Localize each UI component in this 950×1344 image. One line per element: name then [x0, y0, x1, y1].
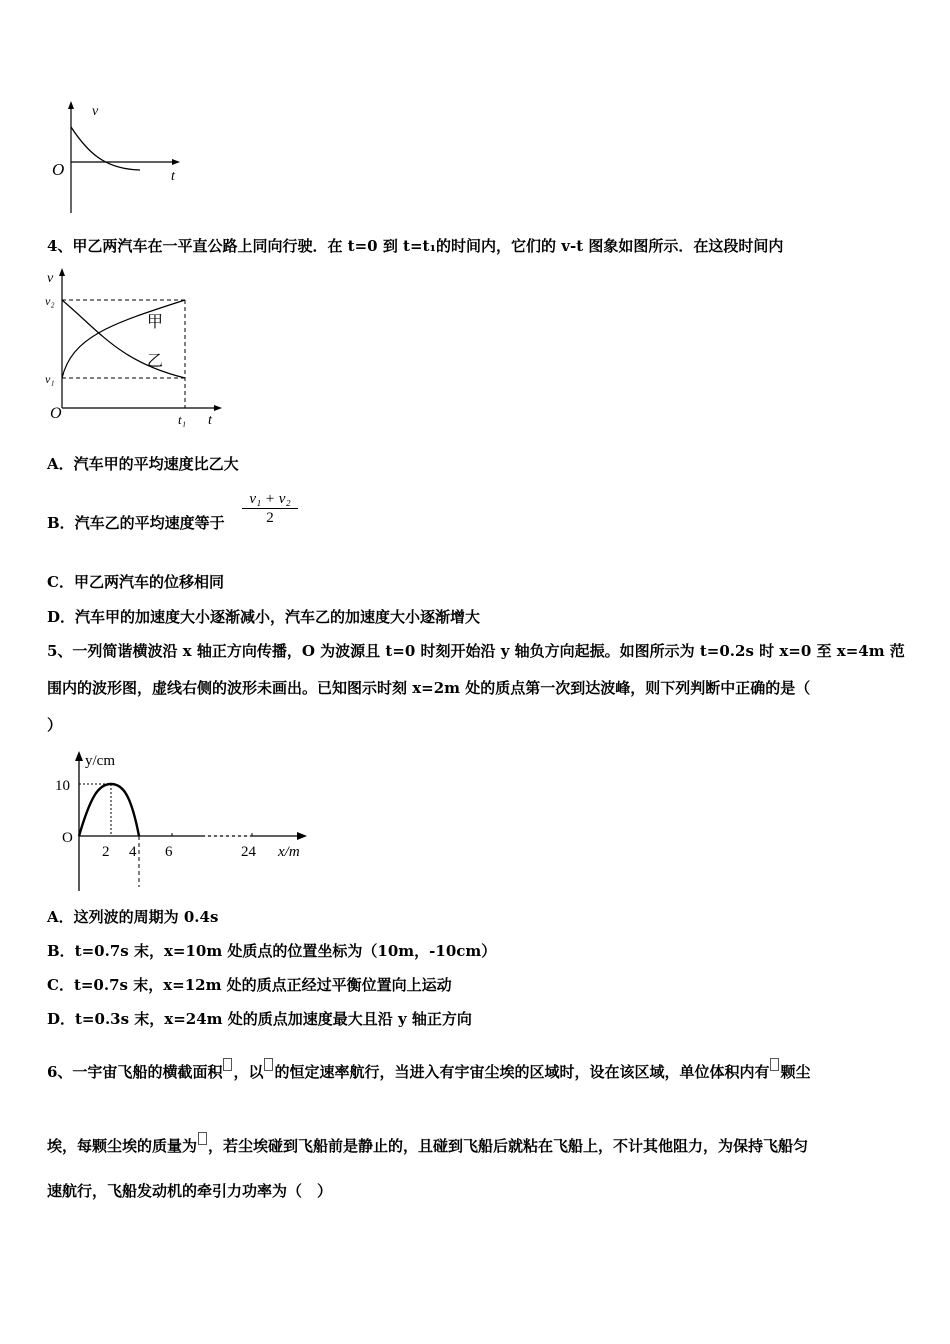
prev-figure [40, 95, 200, 220]
q6-line1-d: 颗尘 [780, 1063, 811, 1081]
q5-axis-ylabel: y/cm [85, 753, 115, 769]
q4-label-v1: v₁ [45, 372, 55, 386]
placeholder-icon [770, 1058, 779, 1071]
q5-stem-line1: 5、一列简谐横波沿 x 轴正方向传播，O 为波源且 t=0 时刻开始沿 y 轴负方向起振。如图所示为 t=0.2s 时 x=0 至 x=4m 范 [47, 642, 905, 660]
q5-tick-y10: 10 [55, 778, 70, 794]
q4-label-yi: 乙 [147, 353, 164, 370]
q6-line1-b: ，以 [233, 1063, 264, 1081]
q5-tick-x2: 2 [102, 844, 110, 860]
q5-option-c[interactable]: C．t=0.7s 末，x=12m 处的质点正经过平衡位置向上运动 [47, 976, 452, 994]
q4-label-t1: t₁ [178, 412, 187, 427]
q4-axis-v: v [47, 271, 54, 286]
q6-line1 [47, 1058, 811, 1082]
q6-line1-c: 的恒定速率航行，当进入有宇宙尘埃的区域时，设在该区域，单位体积内有 [274, 1063, 770, 1081]
placeholder-icon [198, 1132, 207, 1145]
q6-line2 [47, 1132, 808, 1156]
q4-option-c[interactable]: C．甲乙两汽车的位移相同 [47, 573, 224, 591]
placeholder-icon [223, 1058, 232, 1071]
q6-line3: 速航行，飞船发动机的牵引力功率为（ ） [47, 1182, 333, 1200]
prev-axis-t: t [171, 169, 175, 184]
placeholder-icon [264, 1058, 273, 1071]
q4-vt-figure [40, 262, 230, 437]
q5-tick-x24: 24 [241, 844, 256, 860]
q4-option-d[interactable]: D．汽车甲的加速度大小逐渐减小，汽车乙的加速度大小逐渐增大 [47, 608, 481, 626]
q4-stem: 4、甲乙两汽车在一平直公路上同向行驶．在 t=0 到 t=t₁的时间内，它们的 v-t 图象如图所示．在这段时间内 [47, 237, 784, 255]
q5-axis-xlabel: x/m [278, 844, 300, 860]
q4-frac-denominator: 2 [266, 510, 274, 526]
q5-tick-x4: 4 [129, 844, 137, 860]
prev-axis-o: O [52, 160, 65, 179]
q4-label-v2: v₂ [45, 294, 55, 308]
q4-option-a[interactable]: A．汽车甲的平均速度比乙大 [47, 455, 239, 473]
q5-wave-figure [45, 745, 320, 895]
q4-label-jia: 甲 [147, 314, 164, 331]
q5-stem-line3: ） [47, 716, 63, 734]
q5-label-o: O [62, 830, 73, 846]
q5-tick-x6: 6 [165, 844, 173, 860]
q5-stem-line2: 围内的波形图，虚线右侧的波形未画出。已知图示时刻 x=2m 处的质点第一次到达波峰，则下列判断中正确的是（ [47, 679, 811, 697]
q6-line2-b: ，若尘埃碰到飞船前是静止的，且碰到飞船后就粘在飞船上，不计其他阻力，为保持飞船匀 [208, 1137, 809, 1155]
q4-option-b-fraction [242, 490, 298, 527]
q5-option-b[interactable]: B．t=0.7s 末，x=10m 处质点的位置坐标为（10m，-10cm） [47, 942, 497, 960]
q4-label-o: O [50, 405, 62, 422]
q6-line1-a: 6、一宇宙飞船的横截面积 [47, 1063, 223, 1081]
q5-option-d[interactable]: D．t=0.3s 末，x=24m 处的质点加速度最大且沿 y 轴正方向 [47, 1010, 472, 1028]
q4-axis-t: t [208, 413, 212, 428]
q4-frac-numerator: v₁ + v₂ [242, 490, 298, 509]
q5-option-a[interactable]: A．这列波的周期为 0.4s [47, 908, 219, 926]
prev-axis-v: v [92, 104, 99, 119]
q4-option-b[interactable]: B．汽车乙的平均速度等于 [47, 514, 225, 532]
q6-line2-a: 埃，每颗尘埃的质量为 [47, 1137, 198, 1155]
